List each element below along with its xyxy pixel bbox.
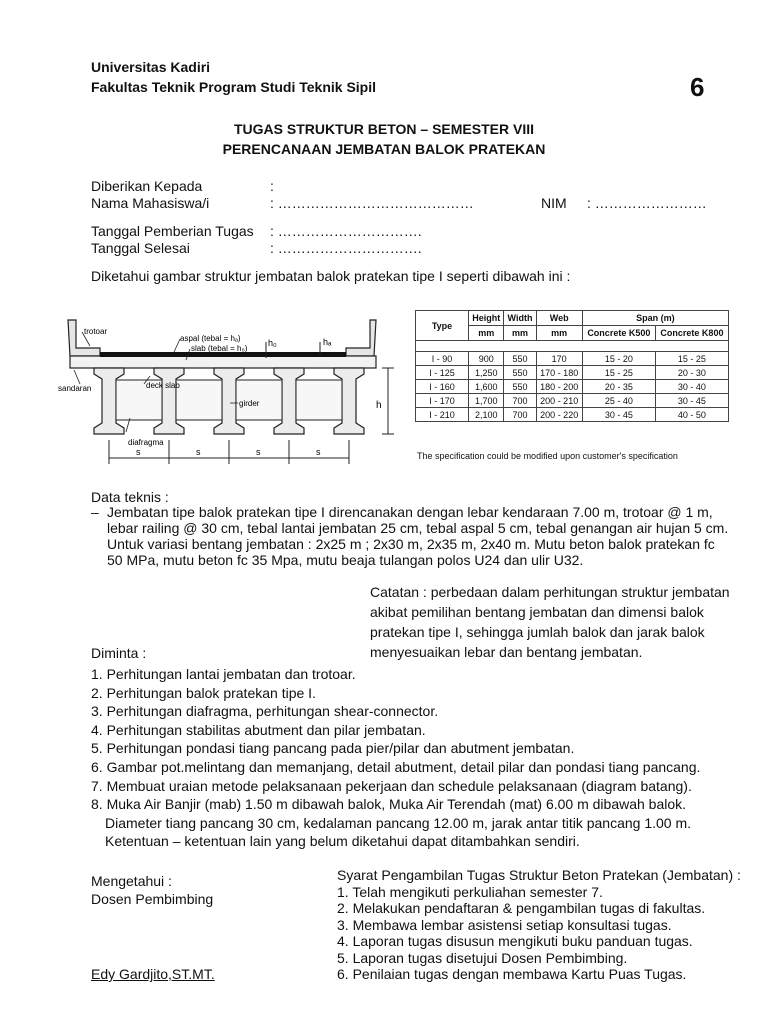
- th-height-unit: mm: [469, 326, 504, 341]
- label-slab: slab (tebal = h₀): [191, 344, 248, 353]
- catatan-line: akibat pemilihan bentang jembatan dan dimensi balok: [370, 604, 704, 620]
- label-h0: h₀: [268, 338, 277, 348]
- list-item: 6. Penilaian tugas dengan membawa Kartu Puas Tugas.: [337, 966, 687, 982]
- list-item: 2. Melakukan pendaftaran & pengambilan tugas di fakultas.: [337, 900, 706, 916]
- mengetahui-label: Mengetahui :: [91, 873, 172, 889]
- catatan-line: menyesuaikan lebar dan bentang jembatan.: [370, 644, 643, 660]
- label-s-2: s: [196, 447, 201, 457]
- label-s-1: s: [136, 447, 141, 457]
- table-row: I - 125 1,250 550 170 - 180 15 - 25 20 - 30: [416, 366, 729, 380]
- label-ha: hₐ: [323, 337, 332, 347]
- th-k500: Concrete K500: [582, 326, 655, 341]
- spec-note: The specification could be modified upon customer's specification: [417, 451, 678, 461]
- table-row: I - 170 1,700 700 200 - 210 25 - 40 30 - 45: [416, 394, 729, 408]
- data-teknis-line: Untuk variasi bentang jembatan : 2x25 m ; 2x30 m, 2x35 m, 2x40 m. Mutu beton balok pratekan fc: [107, 536, 715, 552]
- nama-label: Nama Mahasiswa/i: [91, 195, 210, 211]
- data-teknis-line: 50 MPa, mutu beton fc 35 Mpa, mutu beaja tulangan polos U24 dan ulir U32.: [107, 552, 584, 568]
- table-row: I - 90 900 550 170 15 - 20 15 - 25: [416, 352, 729, 366]
- tgl-selesai-label: Tanggal Selesai: [91, 240, 190, 256]
- syarat-title: Syarat Pengambilan Tugas Struktur Beton Pratekan (Jembatan) :: [337, 867, 741, 883]
- th-width: Width: [504, 311, 536, 326]
- list-item-continuation: Ketentuan – ketentuan lain yang belum diketahui dapat ditambahkan sendiri.: [105, 833, 580, 850]
- left-sidewalk-shape: [68, 320, 100, 356]
- catatan-line: Catatan : perbedaan dalam perhitungan struktur jembatan: [370, 584, 730, 600]
- data-teknis-dash: –: [91, 504, 99, 520]
- th-type: Type: [416, 311, 469, 341]
- page-number: 6: [690, 72, 705, 102]
- label-trotoar: trotoar: [84, 327, 108, 336]
- th-web-unit: mm: [536, 326, 582, 341]
- nim-field[interactable]: : ……………………: [587, 195, 707, 211]
- mengetahui-block: [91, 872, 213, 908]
- label-girder: girder: [239, 399, 260, 408]
- table-row: I - 160 1,600 550 180 - 200 20 - 35 30 - 40: [416, 380, 729, 394]
- list-item: 7. Membuat uraian metode pelaksanaan pekerjaan dan schedule pelaksanaan (diagram batang).: [91, 777, 692, 794]
- data-teknis-line: lebar railing @ 30 cm, tebal lantai jembatan 25 cm, tebal aspal 5 cm, tebal genangan air hujan 5 cm.: [107, 520, 729, 536]
- list-item: 2. Perhitungan balok pratekan tipe I.: [91, 684, 316, 701]
- list-item: 1. Telah mengikuti perkuliahan semester 7.: [337, 883, 603, 900]
- diminta-list: [91, 665, 700, 851]
- tgl-pemberian-label: Tanggal Pemberian Tugas: [91, 223, 254, 239]
- doc-title-line2: PERENCANAAN JEMBATAN BALOK PRATEKAN: [222, 141, 546, 157]
- spec-table-container: [415, 310, 729, 466]
- header-block: [91, 57, 376, 97]
- tgl-selesai-field[interactable]: : ………………………….: [270, 240, 422, 256]
- university-name: Universitas Kadiri: [91, 59, 211, 75]
- label-s-3: s: [256, 447, 261, 457]
- tgl-pemberian-field[interactable]: : ………………………….: [270, 223, 422, 239]
- list-item: 5. Laporan tugas disetujui Dosen Pembimbing.: [337, 949, 628, 966]
- label-aspal: aspal (tebal = hₐ): [180, 334, 241, 343]
- list-item: 3. Perhitungan diafragma, perhitungan shear-connector.: [91, 703, 439, 720]
- list-item: 1. Perhitungan lantai jembatan dan trotoar.: [91, 666, 356, 682]
- data-teknis-line: Jembatan tipe balok pratekan tipe I direncanakan dengan lebar kendaraan 7.00 m, trotoar @ 1 m,: [107, 504, 713, 520]
- signatory-name: Edy Gardjito,ST.MT.: [91, 966, 215, 982]
- list-item: 4. Perhitungan stabilitas abutment dan pilar jembatan.: [91, 721, 426, 738]
- right-sidewalk-shape: [346, 320, 376, 356]
- deck-slab-shape: [70, 356, 376, 368]
- faculty-name: Fakultas Teknik Program Studi Teknik Sipil: [91, 79, 376, 95]
- table-row: I - 210 2,100 700 200 - 220 30 - 45 40 - 50: [416, 408, 729, 422]
- th-web: Web: [536, 311, 582, 326]
- label-deck-slab: deck slab: [146, 381, 180, 390]
- intro-text: Diketahui gambar struktur jembatan balok pratekan tipe I seperti dibawah ini :: [91, 268, 571, 284]
- list-item: 6. Gambar pot.melintang dan memanjang, detail abutment, detail pilar dan pondasi tiang pancang.: [91, 758, 701, 775]
- bridge-cross-section-diagram: [40, 312, 415, 472]
- diberikan-colon: :: [270, 178, 274, 194]
- nama-field[interactable]: : ……………………………………: [270, 195, 474, 211]
- diminta-label: Diminta :: [91, 645, 147, 661]
- list-item-continuation: Diameter tiang pancang 30 cm, kedalaman pancang 12.00 m, jarak antar titik pancang 1.00 m.: [105, 814, 692, 831]
- label-s-4: s: [316, 447, 321, 457]
- catatan-line: pratekan tipe I, sehingga jumlah balok dan jarak balok: [370, 624, 705, 640]
- catatan-block: [370, 582, 730, 662]
- doc-title-line1: TUGAS STRUKTUR BETON – SEMESTER VIII: [234, 121, 534, 137]
- dosen-pembimbing-label: Dosen Pembimbing: [91, 891, 214, 907]
- nim-label: NIM: [541, 195, 567, 211]
- th-span: Span (m): [582, 311, 728, 326]
- data-teknis-label: Data teknis :: [91, 489, 169, 505]
- list-item: 5. Perhitungan pondasi tiang pancang pada pier/pilar dan abutment jembatan.: [91, 740, 575, 757]
- th-height: Height: [469, 311, 504, 326]
- diberikan-label: Diberikan Kepada: [91, 178, 203, 194]
- list-item: 8. Muka Air Banjir (mab) 1.50 m dibawah balok, Muka Air Terendah (mat) 6.00 m dibawah balok.: [91, 796, 687, 813]
- th-width-unit: mm: [504, 326, 536, 341]
- label-h: h: [376, 400, 382, 411]
- list-item: 4. Laporan tugas disusun mengikuti buku panduan tugas.: [337, 933, 693, 949]
- label-diafragma: diafragma: [128, 438, 164, 447]
- data-teknis-text: [107, 504, 747, 568]
- spec-table: [415, 310, 729, 422]
- syarat-block: [337, 867, 741, 983]
- label-sandaran: sandaran: [58, 384, 92, 393]
- list-item: 3. Membawa lembar asistensi setiap konsultasi tugas.: [337, 916, 672, 933]
- th-k800: Concrete K800: [655, 326, 728, 341]
